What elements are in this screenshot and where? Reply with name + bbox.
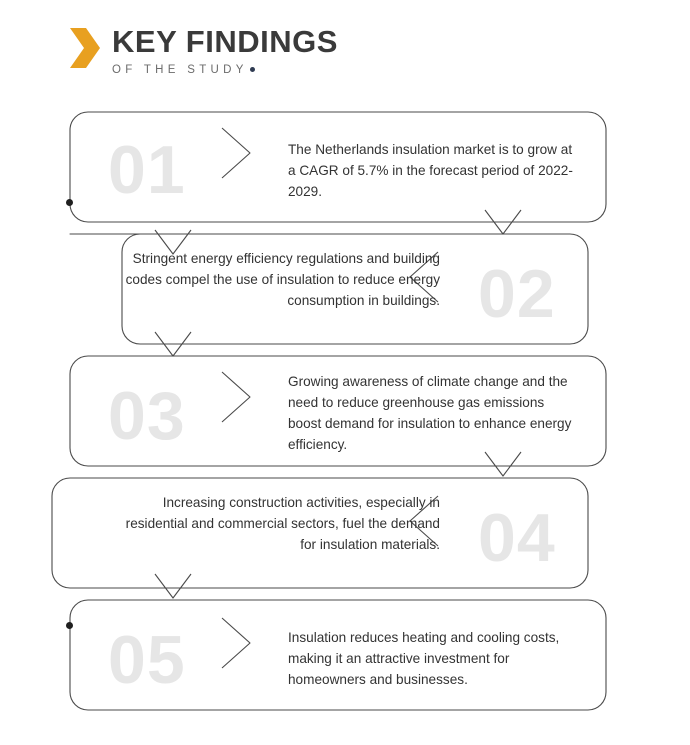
finding-number-4: 04 xyxy=(478,500,556,576)
finding-text-5: Insulation reduces heating and cooling costs, making it an attractive investment for homeowners and businesses. xyxy=(288,630,560,688)
finding-text-1: The Netherlands insulation market is to grow at a CAGR of 5.7% in the forecast period of 2022-2029. xyxy=(288,142,573,200)
finding-text-2: Stringent energy efficiency regulations and building codes compel the use of insulation to reduce energy consumption in buildings. xyxy=(125,251,440,309)
finding-item-1 xyxy=(70,112,610,222)
finding-number-5: 05 xyxy=(108,622,186,698)
finding-number-3: 03 xyxy=(108,378,186,454)
finding-item-5 xyxy=(70,600,610,710)
finding-item-2 xyxy=(70,234,610,344)
finding-text-4: Increasing construction activities, especially in residential and commercial sectors, fuel the demand for insulation materials. xyxy=(125,495,440,553)
finding-item-3 xyxy=(70,356,610,466)
finding-number-2: 02 xyxy=(478,256,556,332)
page-subtitle-text: OF THE STUDY xyxy=(112,64,248,76)
finding-text-3: Growing awareness of climate change and the need to reduce greenhouse gas emissions boost demand for insulation to enhance energy efficiency. xyxy=(288,374,572,453)
finding-number-1: 01 xyxy=(108,132,186,208)
finding-item-4 xyxy=(70,478,610,588)
page-title: KEY FINDINGS xyxy=(112,24,338,59)
